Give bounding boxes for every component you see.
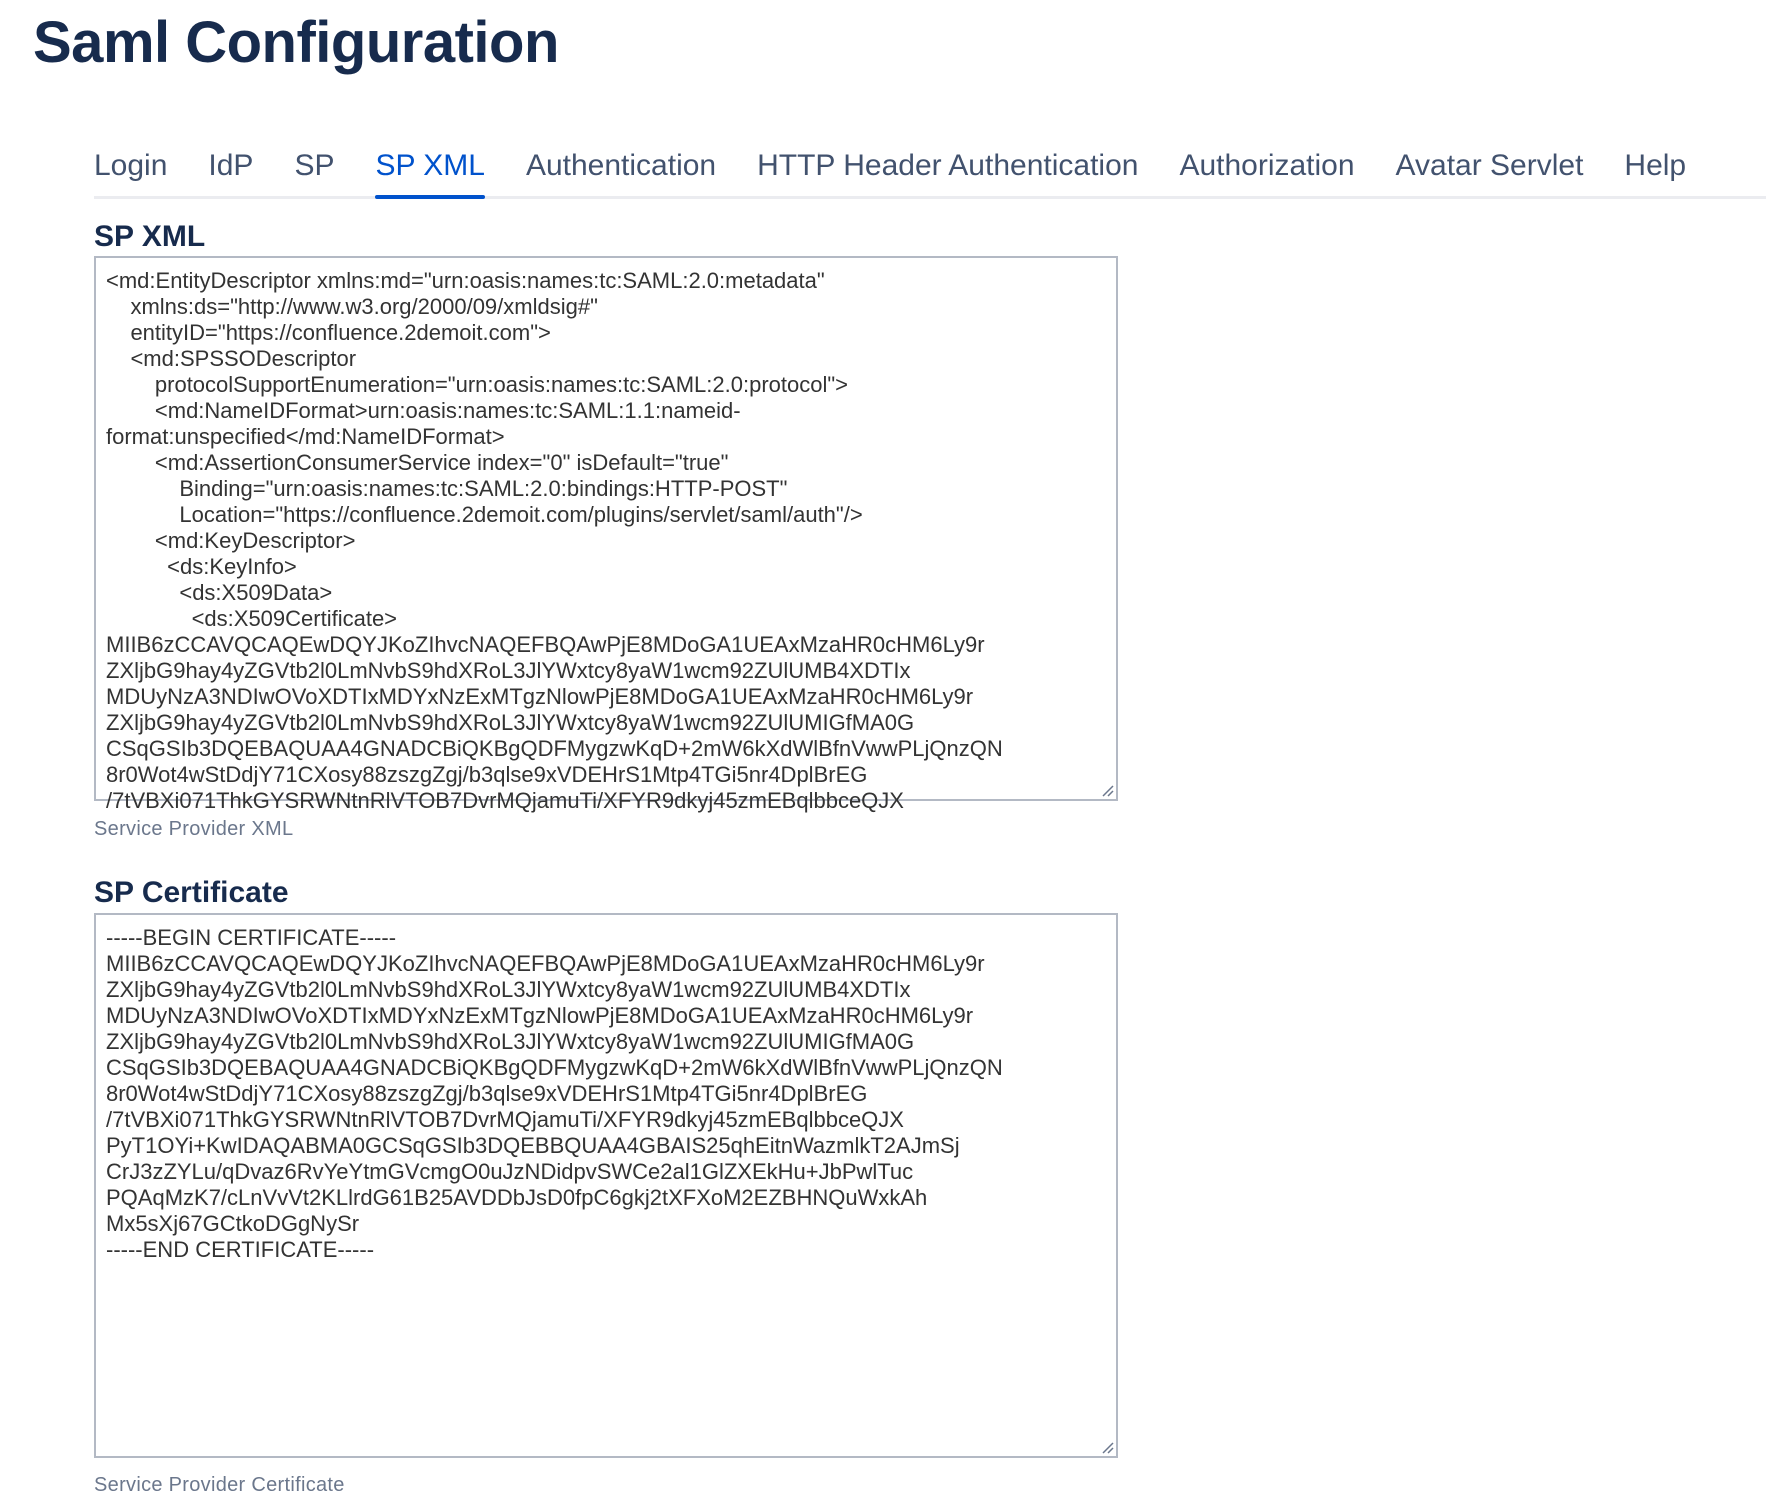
tab-authentication[interactable]: Authentication	[525, 149, 717, 182]
sp-certificate-textarea-container	[94, 913, 1118, 1458]
tab-login[interactable]: Login	[94, 149, 168, 182]
tab-sp-xml[interactable]: SP XML	[375, 140, 485, 196]
tab-help[interactable]: Help	[1624, 149, 1687, 182]
tab-authorization[interactable]: Authorization	[1179, 149, 1355, 182]
sp-certificate-textarea[interactable]: -----BEGIN CERTIFICATE----- MIIB6zCCAVQCAQEwDQYJKoZIhvcNAQEFBQAwPjE8MDoGA1UEAxMzaHR0cHM6Ly9r ZXljbG9hay4yZGVtb2l0LmNvbS9hdXRoL3JlYWxtcy8yaW1wcm92ZUlUMB4XDTIx MDUyNzA3NDIwOVoXDTIxMDYxNzExMTgzNlowPjE8MDoGA1UEAxMzaHR0cHM6Ly9r ZXljbG9hay4yZGVtb2l0LmNvbS9hdXRoL3JlYWxtcy8yaW1wcm92ZUlUMIGfMA0G CSqGSIb3DQEBAQUAA4GNADCBiQKBgQDFMygzwKqD+2mW6kXdWlBfnVwwPLjQnzQN 8r0Wot4wStDdjY71CXosy88zszgZgj/b3qlse9xVDEHrS1Mtp4TGi5nr4DplBrEG /7tVBXi071ThkGYSRWNtnRlVTOB7DvrMQjamuTi/XFYR9dkyj45zmEBqlbbceQJX PyT1OYi+KwIDAQABMA0GCSqGSIb3DQEBBQUAA4GBAIS25qhEitnWazmlkT2AJmSj CrJ3zZYLu/qDvaz6RvYeYtmGVcmgO0uJzNDidpvSWCe2al1GlZXEkHu+JbPwlTuc PQAqMzK7/cLnVvVt2KLlrdG61B25AVDDbJsD0fpC6gkj2tXFXoM2EZBHNQuWxkAh Mx5sXj67GCtkoDGgNySr -----END CERTIFICATE-----	[106, 925, 1003, 1262]
tab-avatar-servlet[interactable]: Avatar Servlet	[1395, 149, 1584, 182]
resize-grip-icon[interactable]	[1100, 783, 1114, 797]
sp-xml-textarea[interactable]: <md:EntityDescriptor xmlns:md="urn:oasis:names:tc:SAML:2.0:metadata" xmlns:ds="http://www.w3.org/2000/09/xmldsig#" entityID="https://confluence.2demoit.com"> <md:SPSSODescriptor protocolSupportEnumeration="urn:oasis:names:tc:SAML:2.0:protocol"> <md:NameIDFormat>urn:oasis:names:tc:SAML:1.1:nameid- format:unspecified</md:NameIDFormat> <md:AssertionConsumerService index="0" isDefault="true" Binding="urn:oasis:names:tc:SAML:2.0:bindings:HTTP-POST" Location="https://confluence.2demoit.com/plugins/servlet/saml/auth"/> <md:KeyDescriptor> <ds:KeyInfo> <ds:X509Data> <ds:X509Certificate> MIIB6zCCAVQCAQEwDQYJKoZIhvcNAQEFBQAwPjE8MDoGA1UEAxMzaHR0cHM6Ly9r ZXljbG9hay4yZGVtb2l0LmNvbS9hdXRoL3JlYWxtcy8yaW1wcm92ZUlUMB4XDTIx MDUyNzA3NDIwOVoXDTIxMDYxNzExMTgzNlowPjE8MDoGA1UEAxMzaHR0cHM6Ly9r ZXljbG9hay4yZGVtb2l0LmNvbS9hdXRoL3JlYWxtcy8yaW1wcm92ZUlUMIGfMA0G CSqGSIb3DQEBAQUAA4GNADCBiQKBgQDFMygzwKqD+2mW6kXdWlBfnVwwPLjQnzQN 8r0Wot4wStDdjY71CXosy88zszgZgj/b3qlse9xVDEHrS1Mtp4TGi5nr4DplBrEG /7tVBXi071ThkGYSRWNtnRlVTOB7DvrMQjamuTi/XFYR9dkyj45zmEBqlbbceQJX	[106, 268, 1003, 813]
tab-sp[interactable]: SP	[294, 149, 335, 182]
sp-xml-help-text: Service Provider XML	[94, 818, 294, 840]
tab-http-header-authentication[interactable]: HTTP Header Authentication	[757, 149, 1139, 182]
page-title: Saml Configuration	[33, 10, 559, 75]
resize-grip-icon[interactable]	[1100, 1440, 1114, 1454]
tab-idp[interactable]: IdP	[208, 149, 254, 182]
sp-xml-heading: SP XML	[94, 220, 206, 253]
sp-certificate-help-text: Service Provider Certificate	[94, 1474, 345, 1496]
sp-xml-textarea-container	[94, 256, 1118, 813]
tab-bar	[94, 140, 1766, 199]
sp-certificate-heading: SP Certificate	[94, 876, 289, 909]
